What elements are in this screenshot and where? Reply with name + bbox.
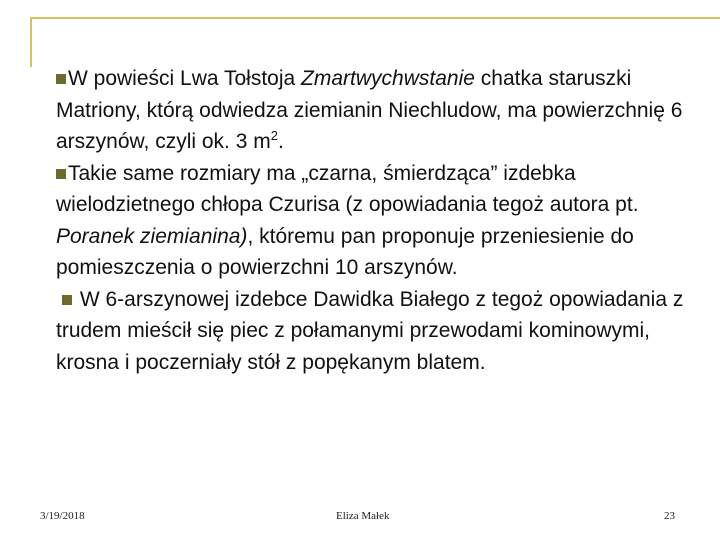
paragraph-1-text-a: W powieści Lwa Tołstoja (68, 67, 302, 90)
paragraph-1-text-b: chatka staruszki Matriony, którą odwiedza ziemianin Niechludow, ma powierzchnię 6 arszynów, czyli ok. 3 m (56, 67, 683, 153)
footer-date: 3/19/2018 (40, 510, 85, 522)
book-title-zmartwychwstanie: Zmartwychwstanie (301, 67, 475, 90)
paragraph-3-text: W 6-arszynowej izdebce Dawidka Białego z tegoż opowiadania z trudem mieścił się piec z połamanymi przewodami kominowymi, krosna i poczerniały stół z popękanym blatem. (56, 287, 684, 374)
square-bullet-icon (56, 169, 66, 179)
square-bullet-icon (62, 295, 72, 305)
square-bullet-icon (56, 74, 66, 84)
book-title-poranek-ziemianina: Poranek ziemianina) (56, 224, 248, 248)
footer-author: Eliza Małek (336, 510, 390, 522)
paragraph-1 (56, 63, 706, 158)
paragraph-3 (56, 284, 706, 379)
slide-body (56, 63, 706, 378)
paragraph-2-text-b: , któremu pan proponuje przeniesienie do pomieszczenia o powierzchni 10 arszynów. (56, 224, 634, 279)
top-frame-line (30, 17, 720, 19)
paragraph-2 (56, 158, 706, 284)
footer-page-number: 23 (664, 510, 675, 522)
superscript-2: 2 (270, 128, 278, 143)
paragraph-2-text-a: Takie same rozmiary ma „czarna, śmierdząca” izdebka wielodzietnego chłopa Czurisa (z opowiadania tegoż autora pt. (56, 161, 639, 216)
left-frame-line (30, 17, 32, 67)
paragraph-1-text-c: . (277, 130, 284, 153)
